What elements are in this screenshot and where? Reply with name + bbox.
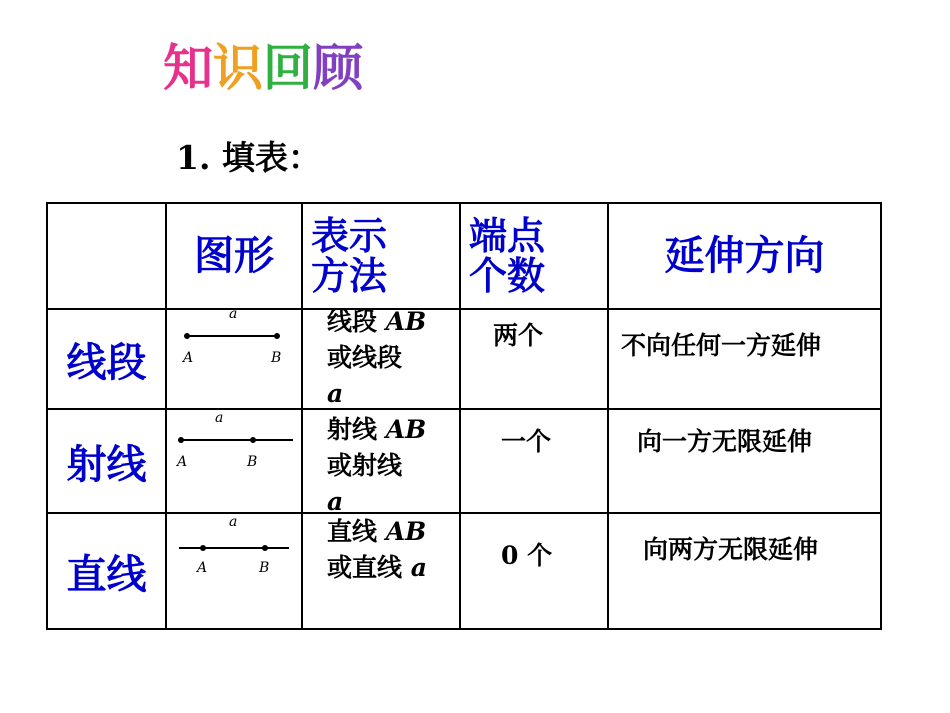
notation-segment (302, 309, 460, 409)
notation-a: a (410, 553, 427, 582)
line-diagram (167, 514, 301, 628)
header-endpoints-line1: 端点 (469, 214, 546, 258)
notation-prefix: 射线 (327, 415, 386, 444)
endpoints-line (460, 513, 608, 629)
notation-a: a (327, 487, 344, 516)
direction-value: 不向任何一方延伸 (621, 331, 822, 360)
row-name-segment: 线段 (47, 309, 166, 409)
label-B: B (247, 454, 258, 470)
direction-value: 向两方无限延伸 (643, 535, 819, 564)
header-notation (302, 203, 460, 309)
title-char-1: 知 (163, 39, 213, 97)
table-row (47, 309, 881, 409)
title-char-2: 识 (213, 39, 263, 97)
row-name-ray: 射线 (47, 409, 166, 513)
header-endpoints (460, 203, 608, 309)
label-B: B (259, 560, 270, 576)
segment-diagram (167, 310, 301, 408)
exercise-heading: 1. 填表： (176, 138, 321, 177)
label-a: a (229, 514, 238, 530)
direction-value: 向一方无限延伸 (637, 427, 813, 456)
notation-prefix: 直线 (327, 517, 386, 546)
notation-alt: 或线段 (327, 343, 403, 372)
label-a: a (229, 310, 238, 322)
header-figure: 图形 (166, 203, 302, 309)
label-A: A (183, 350, 194, 366)
page-title (163, 28, 363, 100)
fill-in-table (46, 202, 882, 630)
endpoints-ray (460, 409, 608, 513)
notation-a: a (327, 379, 344, 408)
notation-prefix: 线段 (327, 307, 386, 336)
endpoints-value: 一个 (501, 427, 552, 456)
direction-segment (608, 309, 881, 409)
notation-text (327, 412, 459, 520)
figure-line (166, 513, 302, 629)
notation-ab: AB (385, 415, 427, 444)
notation-text (327, 304, 459, 412)
figure-ray (166, 409, 302, 513)
label-a: a (215, 410, 224, 426)
title-char-3: 回 (263, 39, 313, 97)
label-A: A (177, 454, 188, 470)
label-B: B (271, 350, 282, 366)
header-endpoints-line2: 个数 (469, 254, 546, 298)
notation-alt: 或直线 (327, 553, 411, 582)
table-header-row (47, 203, 881, 309)
notation-line (302, 513, 460, 629)
row-name-line: 直线 (47, 513, 166, 629)
endpoints-value: 0 个 (501, 541, 553, 570)
direction-ray (608, 409, 881, 513)
notation-ab: AB (385, 517, 427, 546)
direction-line (608, 513, 881, 629)
header-empty-cell (47, 203, 166, 309)
table-row (47, 409, 881, 513)
figure-segment (166, 309, 302, 409)
ray-diagram (167, 410, 301, 512)
header-notation-line1: 表示 (311, 214, 388, 258)
header-notation-line2: 方法 (311, 254, 388, 298)
endpoints-value: 两个 (493, 321, 544, 350)
header-direction: 延伸方向 (608, 203, 881, 309)
notation-ab: AB (385, 307, 427, 336)
label-A: A (197, 560, 208, 576)
notation-text (327, 514, 459, 586)
notation-alt: 或射线 (327, 451, 403, 480)
table-row (47, 513, 881, 629)
endpoints-segment (460, 309, 608, 409)
notation-ray (302, 409, 460, 516)
title-char-4: 顾 (313, 39, 363, 97)
